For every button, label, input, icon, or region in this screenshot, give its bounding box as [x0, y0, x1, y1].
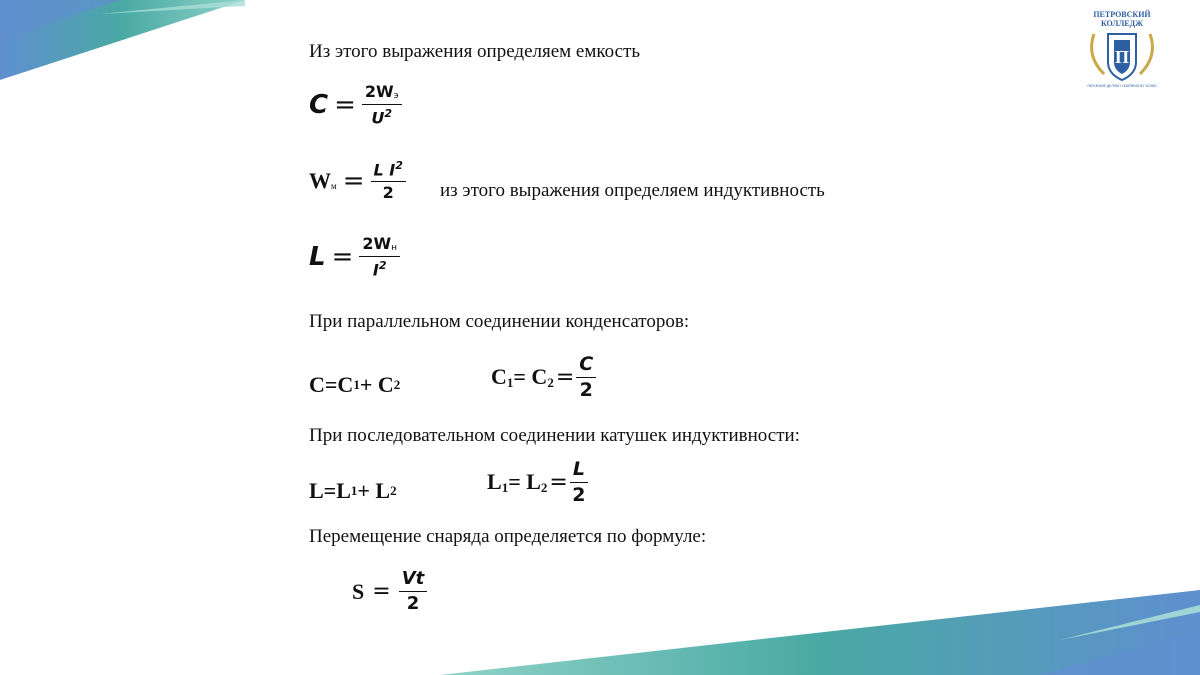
formula-inductor-sum: L=L 1 + L 2	[309, 478, 397, 503]
formula-inductor-half: L1= L2 = $\frac{L}{2}$	[487, 460, 588, 505]
svg-text:ОБУЧЕНИЕ ДЕЛОМ / LEARNING BY D: ОБУЧЕНИЕ ДЕЛОМ / LEARNING BY DOING	[1087, 84, 1157, 88]
college-logo	[1082, 8, 1162, 90]
displacement-text: Перемещение снаряда определяется по формуле:	[309, 526, 707, 547]
formula-capacitance: C = $\frac{2Wэ}{U^2}$	[309, 84, 402, 126]
formula-magnetic-energy: Wм = $\frac{L I^2}{2}$	[309, 160, 406, 201]
formula-inductance: L = $\frac{2Wн}{I^2}$	[309, 236, 400, 278]
svg-text:КОЛЛЕДЖ: КОЛЛЕДЖ	[1100, 19, 1144, 28]
capacity-intro-text: Из этого выражения определяем емкость	[309, 41, 641, 62]
formula-capacitor-half: C1= C2 = $\frac{C}{2}$	[491, 355, 596, 400]
inductance-intro-text: из этого выражения определяем индуктивность	[440, 180, 825, 201]
svg-text:П: П	[1114, 47, 1130, 67]
series-inductors-text: При последовательном соединении катушек индуктивности:	[309, 425, 800, 446]
formula-capacitor-sum: C=C 1 + C 2	[309, 372, 401, 397]
svg-text:ПЕТРОВСКИЙ: ПЕТРОВСКИЙ	[1093, 10, 1151, 19]
formula-displacement: S = $\frac{Vt}{2}$	[352, 570, 427, 613]
parallel-capacitors-text: При параллельном соединении конденсаторов:	[309, 311, 690, 332]
